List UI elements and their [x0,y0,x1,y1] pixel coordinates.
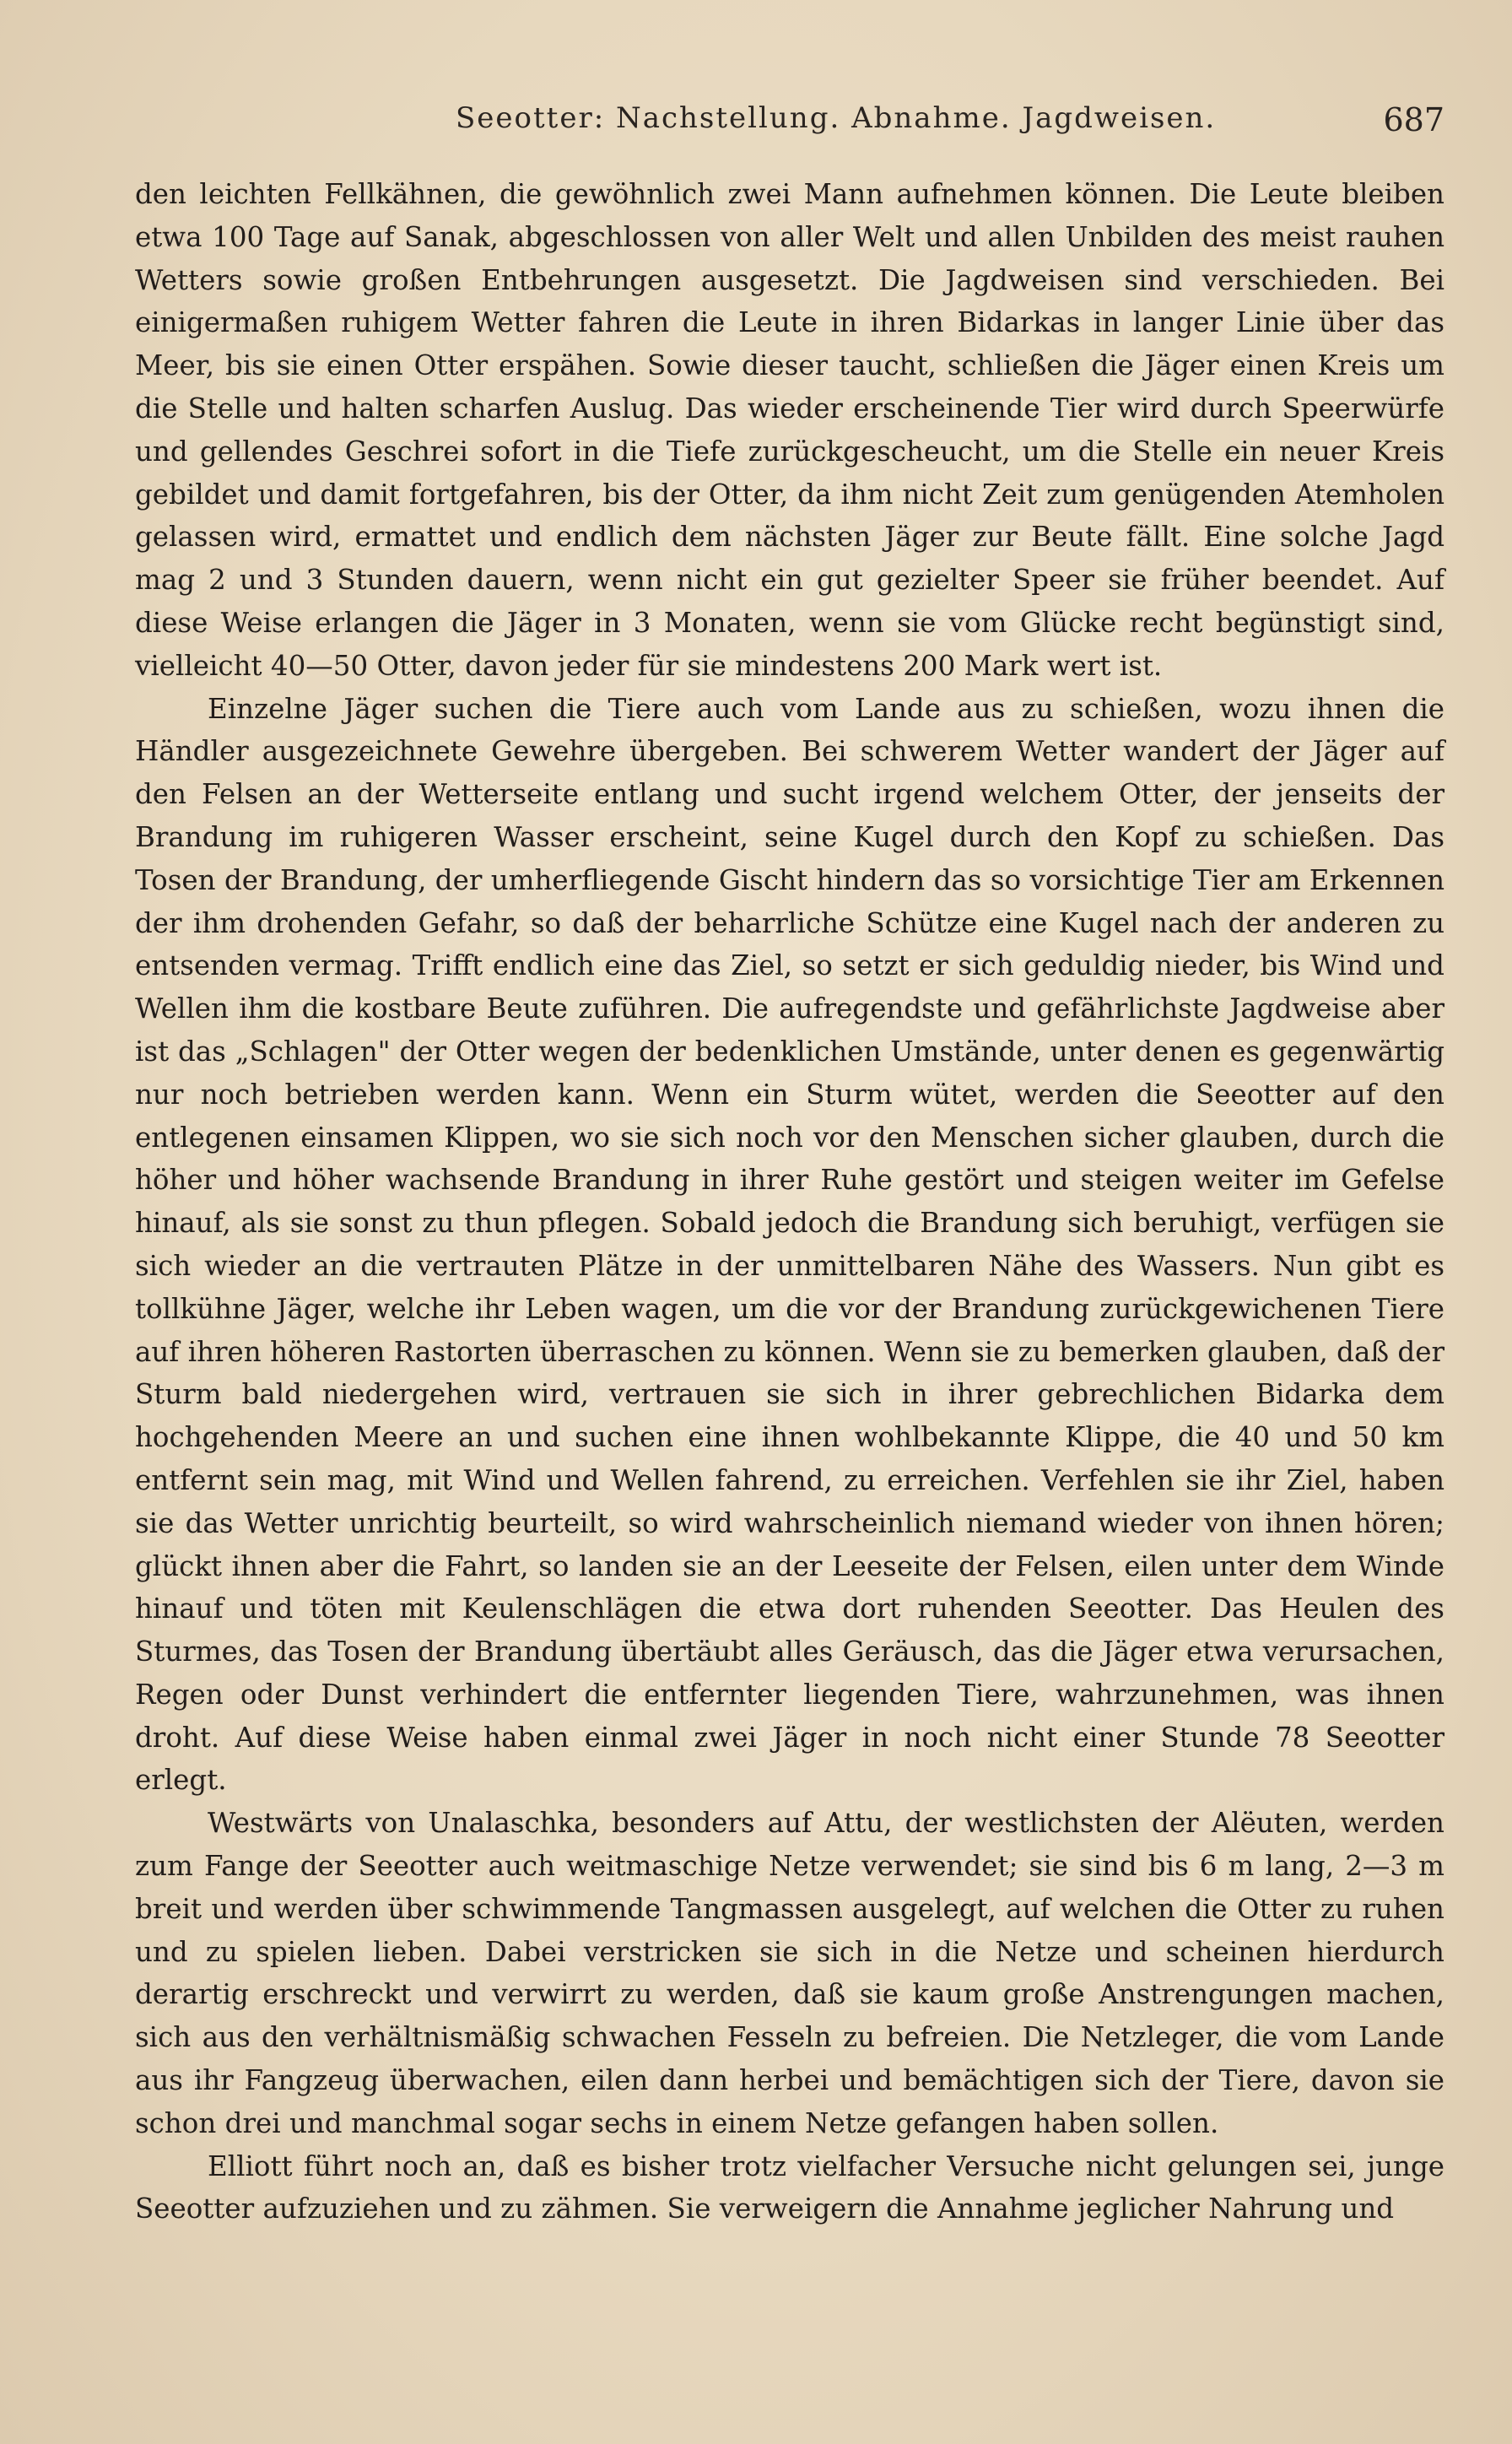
paragraph-4: Elliott führt noch an, daß es bisher trotz vielfacher Versuche nicht gelungen sei, junge Seeotter aufzuziehen und zu zähmen. Sie verweigern die Annahme jeglicher Nahrung und [135,2149,1444,2225]
running-title: Seeotter: Nachstellung. Abnahme. Jagdweisen. [456,101,1217,135]
body-text [135,173,1444,2333]
paragraph-1: den leichten Fellkähnen, die gewöhnlich zwei Mann aufnehmen können. Die Leute bleiben etwa 100 Tage auf Sanak, abgeschlossen von aller Welt und allen Unbilden des meist rauhen Wetters sowie großen Entbehrungen ausgesetzt. Die Jagdweisen sind verschieden. Bei einigermaßen ruhigem Wetter fahren die Leute in ihren Bidarkas in langer Linie über das Meer, bis sie einen Otter erspähen. Sowie dieser taucht, schließen die Jäger einen Kreis um die Stelle und halten scharfen Auslug. Das wieder erscheinende Tier wird durch Speerwürfe und gellendes Geschrei sofort in die Tiefe zurückgescheucht, um die Stelle ein neuer Kreis gebildet und damit fortgefahren, bis der Otter, da ihm nicht Zeit zum genügenden Atemholen gelassen wird, ermattet und endlich dem nächsten Jäger zur Beute fällt. Eine solche Jagd mag 2 und 3 Stunden dauern, wenn nicht ein gut gezielter Speer sie früher beendet. Auf diese Weise erlangen die Jäger in 3 Monaten, wenn sie vom Glücke recht begünstigt sind, vielleicht 40—50 Otter, davon jeder für sie mindestens 200 Mark wert ist. [135,178,1444,682]
page-number: 687 [1383,101,1444,138]
paragraph-3: Westwärts von Unalaschka, besonders auf Attu, der westlichsten der Alëuten, werden zum Fange der Seeotter auch weitmaschige Netze verwendet; sie sind bis 6 m lang, 2—3 m breit und werden über schwimmende Tangmassen ausgelegt, auf welchen die Otter zu ruhen und zu spielen lieben. Dabei verstricken sie sich in die Netze und scheinen hierdurch derartig erschreckt und verwirrt zu werden, daß sie kaum große Anstrengungen machen, sich aus den verhältnismäßig schwachen Fesseln zu befreien. Die Netzleger, die vom Lande aus ihr Fangzeug überwachen, eilen dann herbei und bemächtigen sich der Tiere, davon sie schon drei und manchmal sogar sechs in einem Netze gefangen haben sollen. [135,1807,1444,2139]
paragraph-2: Einzelne Jäger suchen die Tiere auch vom Lande aus zu schießen, wozu ihnen die Händler ausgezeichnete Gewehre übergeben. Bei schwerem Wetter wandert der Jäger auf den Felsen an der Wetterseite entlang und sucht irgend welchem Otter, der jenseits der Brandung im ruhigeren Wasser erscheint, seine Kugel durch den Kopf zu schießen. Das Tosen der Brandung, der umherfliegende Gischt hindern das so vorsichtige Tier am Erkennen der ihm drohenden Gefahr, so daß der beharrliche Schütze eine Kugel nach der anderen zu entsenden vermag. Trifft endlich eine das Ziel, so setzt er sich geduldig nieder, bis Wind und Wellen ihm die kostbare Beute zuführen. Die aufregendste und gefährlichste Jagdweise aber ist das „Schlagen" der Otter wegen der bedenklichen Umstände, unter denen es gegenwärtig nur noch betrieben werden kann. Wenn ein Sturm wütet, werden die Seeotter auf den entlegenen einsamen Klippen, wo sie sich noch vor den Menschen sicher glauben, durch die höher und höher wachsende Brandung in ihrer Ruhe gestört und steigen weiter im Gefelse hinauf, als sie sonst zu thun pflegen. Sobald jedoch die Brandung sich beruhigt, verfügen sie sich wieder an die vertrauten Plätze in der unmittelbaren Nähe des Wassers. Nun gibt es tollkühne Jäger, welche ihr Leben wagen, um die vor der Brandung zurückgewichenen Tiere auf ihren höheren Rastorten überraschen zu können. Wenn sie zu bemerken glauben, daß der Sturm bald niedergehen wird, vertrauen sie sich in ihrer gebrechlichen Bidarka dem hochgehenden Meere an und suchen eine ihnen wohlbekannte Klippe, die 40 und 50 km entfernt sein mag, mit Wind und Wellen fahrend, zu erreichen. Verfehlen sie ihr Ziel, haben sie das Wetter unrichtig beurteilt, so wird wahrscheinlich niemand wieder von ihnen hören; glückt ihnen aber die Fahrt, so landen sie an der Leeseite der Felsen, eilen unter dem Winde hinauf und töten mit Keulenschlägen die etwa dort ruhenden Seeotter. Das Heulen des Sturmes, das Tosen der Brandung übertäubt alles Geräusch, das die Jäger etwa verursachen, Regen oder Dunst verhindert die entfernter liegenden Tiere, wahrzunehmen, was ihnen droht. Auf diese Weise haben einmal zwei Jäger in noch nicht einer Stunde 78 Seeotter erlegt. [135,692,1444,1797]
page-header [0,101,1512,152]
